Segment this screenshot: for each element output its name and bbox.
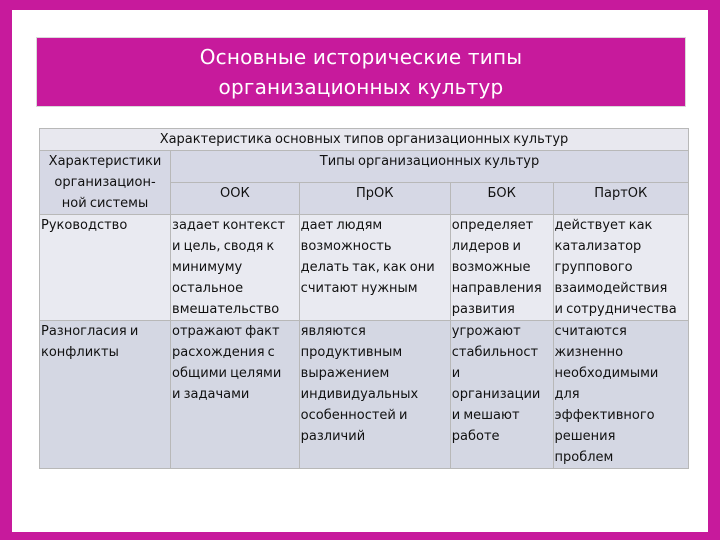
table-header-row [40, 151, 689, 183]
row-label-leadership: Руководство [40, 215, 171, 321]
table-cell: дает людям возможность делать так, как они считают нужным [299, 215, 450, 321]
slide-title-line2: организационных культур [218, 75, 504, 99]
table-row [40, 321, 689, 469]
culture-types-table [39, 128, 689, 469]
frame-top [0, 0, 720, 10]
table-caption-row [40, 129, 689, 151]
type-partok: ПартОК [553, 183, 689, 215]
table-cell: являются продуктивным выражением индивидуальных особенностей и различий [299, 321, 450, 469]
slide-title-line1: Основные исторические типы [199, 45, 523, 69]
frame-left [0, 0, 12, 540]
slide-title [36, 37, 686, 107]
row-label-conflicts: Разногласия и конфликты [40, 321, 171, 469]
type-bok: БОК [450, 183, 553, 215]
type-prok: ПрОК [299, 183, 450, 215]
frame-bottom [0, 532, 720, 540]
table-cell: задает контекст и цель, сводя к минимуму остальное вмешательство [171, 215, 300, 321]
type-ook: ООК [171, 183, 300, 215]
table-cell: действует как катализатор группового взаимодействия и сотрудничества [553, 215, 689, 321]
table-cell: определяет лидеров и возможные направления развития [450, 215, 553, 321]
frame-right [708, 0, 720, 540]
table-cell: отражают факт расхождения с общими целями и задачами [171, 321, 300, 469]
table-caption: Характеристика основных типов организационных культур [40, 129, 689, 151]
row-header-cell: Характеристики организацион- ной системы [40, 151, 171, 215]
table-cell: угрожают стабильност и организации и мешают работе [450, 321, 553, 469]
table-cell: считаются жизненно необходимыми для эффективного решения проблем [553, 321, 689, 469]
table-row [40, 215, 689, 321]
types-header-cell: Типы организационных культур [171, 151, 689, 183]
